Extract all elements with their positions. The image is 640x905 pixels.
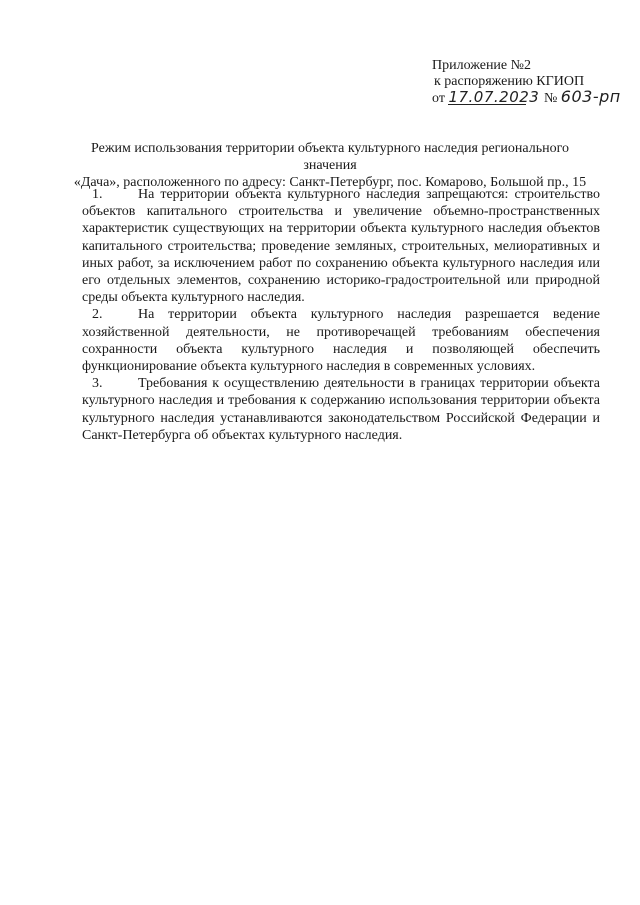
handwritten-date: 17.07.2023 <box>448 88 540 106</box>
paragraph-1 <box>82 186 600 306</box>
paragraph-number: 2. <box>92 307 103 323</box>
document-title <box>70 140 590 191</box>
handwritten-number: 603-рп <box>560 87 621 106</box>
paragraph-text: На территории объекта культурного наследия разрешается ведение хозяйственной деятельности, не противоречащей требованиям обеспечения сохранности объекта культурного наследия и позволяющей обеспечить функционирование объекта культурного наследия в современных условиях. <box>82 307 600 375</box>
paragraph-2 <box>82 306 600 375</box>
appendix-order-ref: к распоряжению КГИОП <box>434 74 585 89</box>
paragraph-3 <box>82 375 600 444</box>
document-title-line-1: Режим использования территории объекта культурного наследия регионального значения <box>91 141 569 173</box>
paragraph-number: 1. <box>92 187 103 202</box>
appendix-date-number-line <box>432 87 632 107</box>
appendix-header <box>432 58 632 107</box>
paragraph-number: 3. <box>92 376 103 392</box>
paragraph-text: Требования к осуществлению деятельности в границах территории объекта культурного наследия и требования к содержанию использования территории объекта культурного наследия устанавливаются законодательством Российской Федерации и Санкт-Петербурга об объектах культурного наследия. <box>82 376 600 443</box>
document-title-line-2: «Дача», расположенного по адресу: Санкт-Петербург, пос. Комарово, Большой пр., 15 <box>73 175 587 190</box>
number-prefix: № <box>543 91 558 106</box>
paragraph-text: На территории объекта культурного наследия запрещаются: строительство объектов капитального строительства и увеличение объемно-пространственных характеристик существующих на территории объекта культурного наследия объектов капитального строительства; проведение земляных, строительных, мелиоративных и иных работ, за исключением работ по сохранению объекта культурного наследия или его отдельных элементов, сохранению историко-градостроительной или природной среды объекта культурного наследия. <box>82 187 600 306</box>
appendix-title: Приложение №2 <box>432 58 531 73</box>
document-body <box>82 186 600 444</box>
date-prefix: от <box>432 91 445 106</box>
